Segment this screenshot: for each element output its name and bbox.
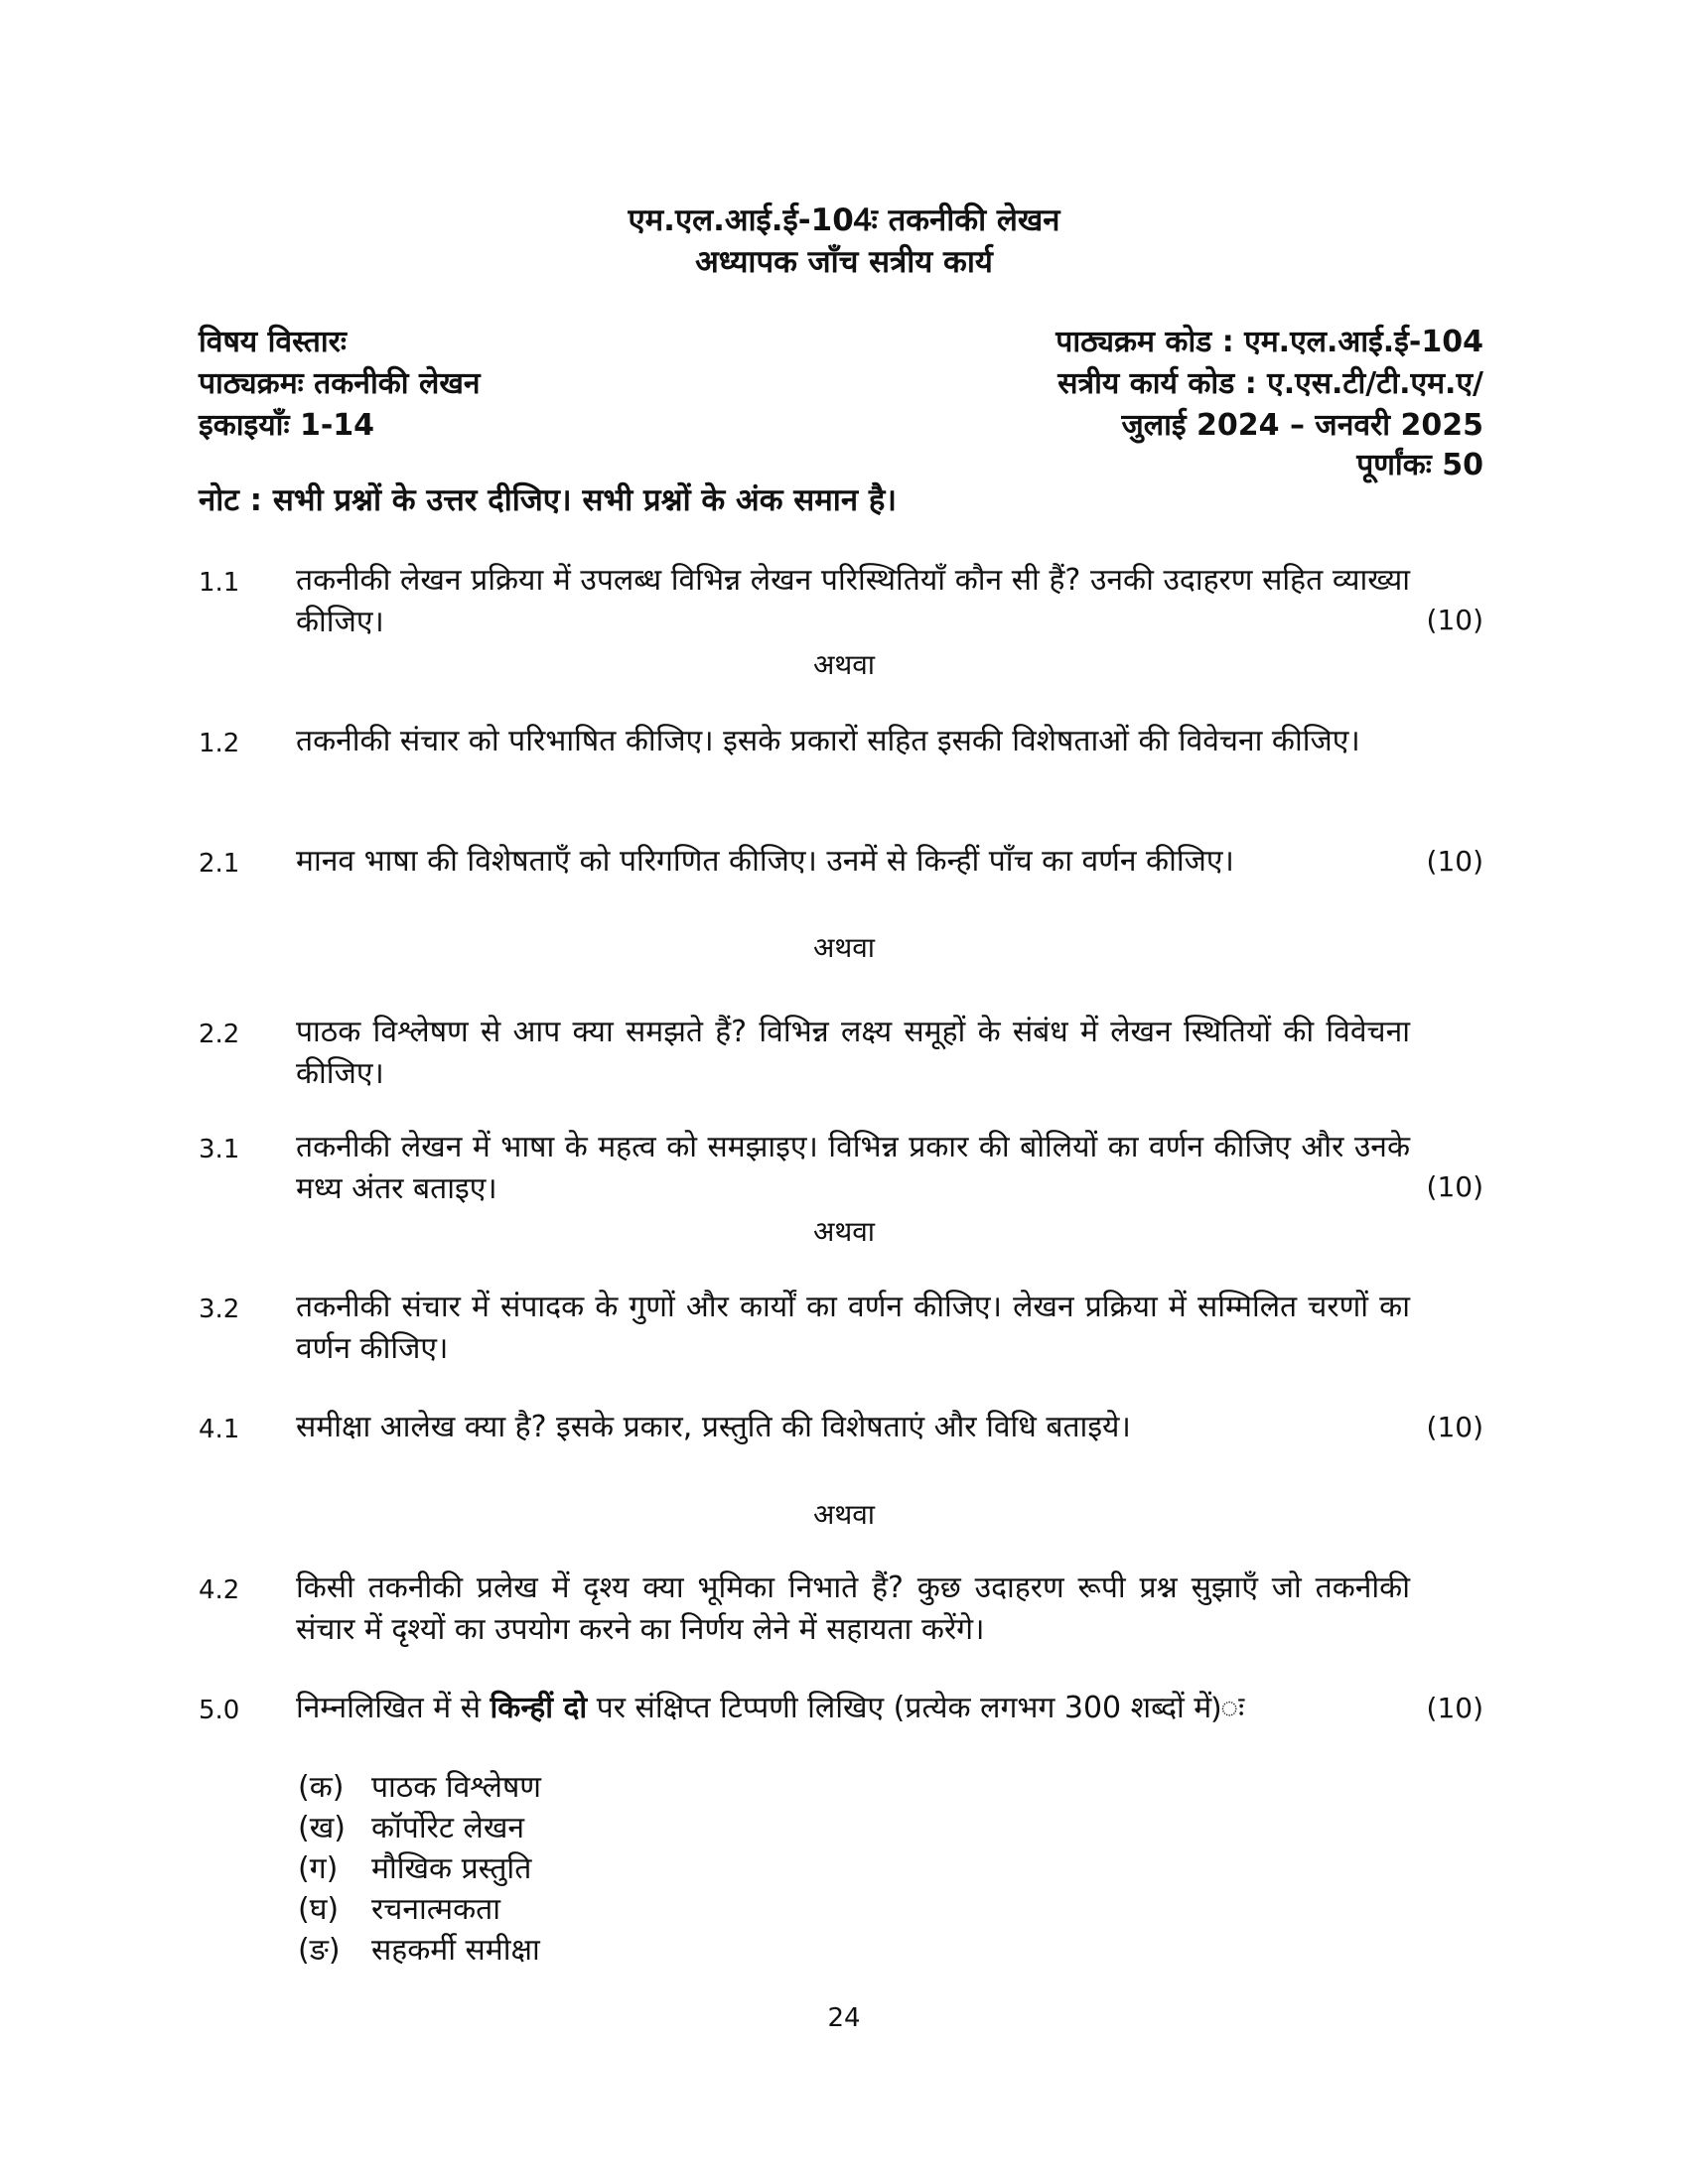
list-item-label: (क) xyxy=(298,1770,345,1805)
list-item-text: पाठक विश्लेषण xyxy=(371,1770,541,1805)
course-code: पाठ्यक्रम कोड : एम.एल.आई.ई-104 xyxy=(1055,325,1483,359)
question-marks: (10) xyxy=(1426,845,1483,878)
page-title: एम.एल.आई.ई-104ः तकनीकी लेखन xyxy=(628,203,1060,238)
session: जुलाई 2024 – जनवरी 2025 xyxy=(1121,408,1483,443)
question-number: 2.2 xyxy=(199,1020,240,1049)
question-number: 3.1 xyxy=(199,1135,240,1164)
question-text: मानव भाषा की विशेषताएँ को परिगणित कीजिए। उनमें से किन्हीं पाँच का वर्णन कीजिए। xyxy=(296,844,1234,879)
question-marks: (10) xyxy=(1426,604,1483,636)
question-text: तकनीकी लेखन में भाषा के महत्व को समझाइए। विभिन्न प्रकार की बोलियों का वर्णन कीजिए और उनके मध्य अंतर बताइए। xyxy=(296,1130,1410,1206)
question-text-part: निम्नलिखित में से xyxy=(296,1691,491,1725)
page-subtitle: अध्यापक जाँच सत्रीय कार्य xyxy=(695,244,993,280)
list-item xyxy=(298,1848,541,1889)
max-marks: पूर्णांकः 50 xyxy=(1356,448,1483,482)
list-item-text: कॉर्पोरेट लेखन xyxy=(371,1811,525,1845)
question-text-emphasis: किन्हीं दो xyxy=(490,1691,588,1725)
question-marks: (10) xyxy=(1426,1411,1483,1443)
question-number: 2.1 xyxy=(199,849,240,879)
question-number: 1.1 xyxy=(199,568,240,598)
list-item-text: रचनात्मकता xyxy=(371,1892,501,1927)
question-number: 1.2 xyxy=(199,729,240,758)
list-item-label: (ख) xyxy=(298,1811,346,1845)
question-marks: (10) xyxy=(1426,1170,1483,1203)
list-item-label: (ङ) xyxy=(298,1933,341,1968)
units: इकाइयाँः 1-14 xyxy=(199,408,375,443)
list-item xyxy=(298,1767,541,1808)
question-text: तकनीकी लेखन प्रक्रिया में उपलब्ध विभिन्न लेखन परिस्थितियाँ कौन सी हैं? उनकी उदाहरण सहित व्याख्या कीजिए। xyxy=(296,563,1410,639)
instructions-note: नोट : सभी प्रश्नों के उत्तर दीजिए। सभी प्रश्नों के अंक समान है। xyxy=(199,482,898,518)
question-text-part: पर संक्षिप्त टिप्पणी लिखिए (प्रत्येक लगभग 300 शब्दों में)ः xyxy=(587,1691,1245,1725)
course-name: पाठ्यक्रमः तकनीकी लेखन xyxy=(199,366,481,401)
assignment-code: सत्रीय कार्य कोड : ए.एस.टी/टी.एम.ए/ xyxy=(1057,366,1483,401)
list-item-text: सहकर्मी समीक्षा xyxy=(371,1933,540,1968)
or-separator: अथवा xyxy=(812,1498,876,1531)
list-item xyxy=(298,1889,541,1930)
question-text: तकनीकी संचार में संपादक के गुणों और कार्यों का वर्णन कीजिए। लेखन प्रक्रिया में सम्मिलित चरणों का वर्णन कीजिए। xyxy=(296,1290,1410,1366)
question-marks: (10) xyxy=(1426,1692,1483,1724)
list-item-text: मौखिक प्रस्तुति xyxy=(371,1851,532,1886)
question-text: पाठक विश्लेषण से आप क्या समझते हैं? विभिन्न लक्ष्य समूहों के संबंध में लेखन स्थितियों की विवेचना कीजिए। xyxy=(296,1015,1410,1091)
topic-list xyxy=(298,1767,541,1971)
question-number: 5.0 xyxy=(199,1696,240,1725)
list-item xyxy=(298,1930,541,1971)
or-separator: अथवा xyxy=(812,931,876,964)
question-number: 4.2 xyxy=(199,1575,240,1605)
question-text: किसी तकनीकी प्रलेख में दृश्य क्या भूमिका निभाते हैं? कुछ उदाहरण रूपी प्रश्न सुझाएँ जो तकनीकी संचार में दृश्यों का उपयोग करने का निर्णय लेने में सहायता करेंगे। xyxy=(296,1570,1410,1647)
subject-detail-label: विषय विस्तारः xyxy=(199,325,347,359)
list-item xyxy=(298,1808,541,1848)
list-item-label: (ग) xyxy=(298,1851,339,1886)
question-text xyxy=(296,1688,1410,1729)
or-separator: अथवा xyxy=(812,648,876,681)
question-number: 4.1 xyxy=(199,1415,240,1444)
question-text: तकनीकी संचार को परिभाषित कीजिए। इसके प्रकारों सहित इसकी विशेषताओं की विवेचना कीजिए। xyxy=(296,724,1360,758)
page-number: 24 xyxy=(827,2003,861,2033)
question-text: समीक्षा आलेख क्या है? इसके प्रकार, प्रस्तुति की विशेषताएं और विधि बताइये। xyxy=(296,1410,1131,1444)
list-item-label: (घ) xyxy=(298,1892,340,1927)
question-number: 3.2 xyxy=(199,1295,240,1324)
or-separator: अथवा xyxy=(812,1215,876,1248)
